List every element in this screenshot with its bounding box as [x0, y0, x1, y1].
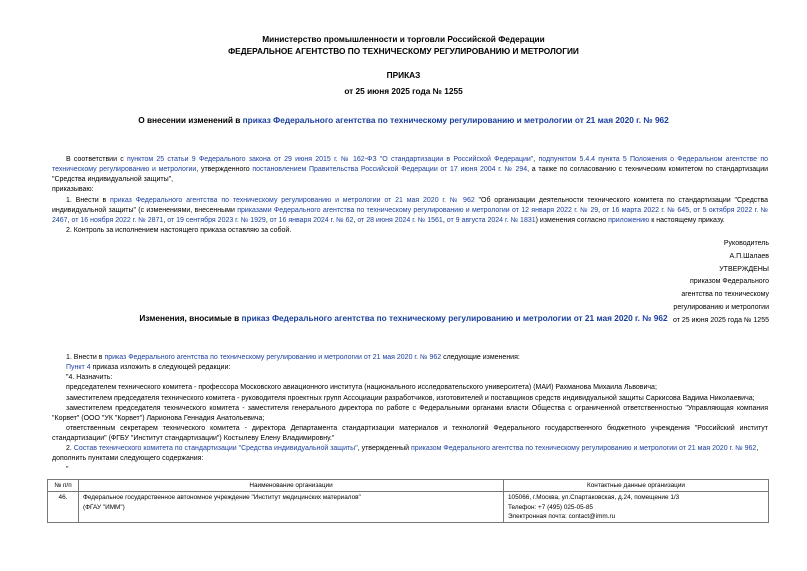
item1-amend-link-5[interactable]: от 19 сентября 2023 г. № 1929 — [167, 216, 266, 224]
deputy1-text: заместителем председателя технического комитета - руководителя проектных групп Ассоциации разработчиков, изготовителей и поставщиков средств индивидуальной защиты Саркисова Вадима Николаевича; — [66, 394, 755, 402]
appendix-link[interactable]: приложению — [608, 216, 650, 224]
col-contacts: Контактные данные организации — [504, 480, 769, 492]
approved-label: УТВЕРЖДЕНЫ — [719, 265, 769, 273]
col-number: № п/п — [48, 480, 79, 492]
doc-date-number: от 25 июня 2025 года № 1255 — [344, 86, 463, 96]
organizations-table — [47, 479, 769, 523]
law-link[interactable]: пунктом 25 статьи 9 Федерального закона от 29 июня 2015 г. № 162-ФЗ "О стандартизации в Российской Федерации" — [127, 156, 534, 163]
secretary-text: ответственным секретарем технического комитета - директора Департамента стандартизации материалов и технологий Федерального государственного бюджетного учреждения "Российский институт стандартизации" (ФГБУ "Институт стандартизации") Костылеву Елену Владимировну." — [52, 424, 768, 443]
changes-title: Изменения, вносимые в приказ Федерального агентства по техническому регулированию и метрологии от 21 мая 2020 г. № 962 — [139, 313, 668, 323]
item-2: 2. Контроль за исполнением настоящего приказа оставляю за собой. — [66, 226, 292, 234]
col-org-name: Наименование организации — [79, 480, 504, 492]
chair-text: председателем технического комитета - профессора Московского авиационного института (национального исследовательского университета) (МАИ) Рахманова Михаила Львовича; — [66, 384, 657, 392]
doc-title: О внесении изменений в приказ Федерального агентства по техническому регулированию и метрологии от 21 мая 2020 г. № 962 — [138, 115, 669, 125]
decree-link[interactable]: постановлением Правительства Российской Федерации от 17 июня 2004 г. № 294 — [252, 166, 528, 174]
item1-amend-link-8[interactable]: от 9 августа 2024 г. № 1831 — [446, 216, 536, 224]
ministry-name: Министерство промышленности и торговли Российской Федерации — [262, 34, 545, 44]
approved-date: от 25 июня 2025 года № 1255 — [673, 316, 769, 324]
composition-order-link[interactable]: приказом Федерального агентства по техническому регулированию и метрологии от 21 мая 2020 г. № 962 — [411, 445, 757, 453]
order-word: приказываю: — [52, 186, 94, 194]
item1-amend-link-2[interactable]: от 16 марта 2022 г. № 645 — [602, 206, 690, 214]
item-1: 1. Внести в приказ Федерального агентства по техническому регулированию и метрологии от 21 мая 2020 г. № 962 "Об организации деятельности технического комитета по стандартизации "Средства индивидуальной защиты" (с изменениями, внесенными приказами Федерального агентства по техническому регулированию и метрологии от 12 января 2022 г. № 29, от 16 марта 2022 г. № 645, от 5 октября 2022 г. № 2467, от 16 ноября 2022 г. № 2871, от 19 сентября 2023 г. № 1929, от 16 января 2024 г. № 62, от 28 июня 2024 г. № 1561, от 9 августа 2024 г. № 1831) изменения согласно приложению к настоящему приказу. — [52, 196, 769, 224]
regulation-link[interactable]: подпунктом 5.4.4 пункта 5 Положения о Федеральном агентстве по техническому регулированию и метрологии — [52, 156, 769, 174]
signer-name: А.П.Шалаев — [729, 252, 769, 260]
item1-order-link[interactable]: приказ Федерального агентства по техническому регулированию и метрологии от 21 мая 2020 г. № 962 — [110, 196, 475, 204]
table-row: 46. Федеральное государственное автономное учреждение "Институт медицинских материалов" (ФГАУ "ИММ") 105066, г.Москва, ул.Спартаковская, д.24, помещение 1/3 Телефон: +7 (495) 025-05-85 Электронная почта: contact@imm.ru — [48, 492, 769, 523]
composition-link[interactable]: Состав технического комитета по стандартизации "Средства индивидуальной защиты" — [73, 445, 358, 453]
changes-title-link[interactable]: приказ Федерального агентства по техническому регулированию и метрологии от 21 мая 2020 г. № 962 — [241, 313, 668, 323]
preamble: В соответствии с пунктом 25 статьи 9 Федерального закона от 29 июня 2015 г. № 162-ФЗ "О стандартизации в Российской Федерации", подпунктом 5.4.4 пункта 5 Положения о Федеральном агентстве по техническому регулированию и метрологии, утвержденного постановлением Правительства Российской Федерации от 17 июня 2004 г. № 294, а также по согласованию с техническим комитетом по стандартизации "Средства индивидуальной защиты", приказываю: 1. Внести в приказ Федерального агентства по техническому регулированию и метрологии от 21 мая 2020 г. № 962 "Об организации деятельности технического комитета по стандартизации "Средства индивидуальной защиты" (с изменениями, внесенными приказами Федерального агентства по техническому регулированию и метрологии от 12 января 2022 г. № 29, от 16 марта 2022 г. № 645, от 5 октября 2022 г. № 2467, от 16 ноября 2022 г. № 2871, от 19 сентября 2023 г. № 1929, от 16 января 2024 г. № 62, от 28 июня 2024 г. № 1561, от 9 августа 2024 г. № 1831) изменения согласно приложению к настоящему приказу. 2. Контроль за исполнением настоящего приказа оставляю за собой. — [52, 155, 768, 236]
item1-amend-link-7[interactable]: от 28 июня 2024 г. № 1561 — [357, 216, 443, 224]
signer-role: Руководитель — [723, 240, 769, 247]
point4-link[interactable]: Пункт 4 — [66, 364, 91, 372]
item1-amend-link-4[interactable]: от 16 ноября 2022 г. № 2871 — [71, 216, 164, 224]
doc-type: ПРИКАЗ — [386, 70, 421, 80]
changes-body: 1. Внести в приказ Федерального агентства по техническому регулированию и метрологии от 21 мая 2020 г. № 962 следующие изменения: Пункт 4 приказа изложить в следующей редакции: "4. Назначить: председателем технического комитета - профессора Московского авиационного института (национального исследовательского университета) (МАИ) Рахманова Михаила Львовича; заместителем председателя технического комитета - руководителя проектных групп Ассоциации разработчиков, изготовителей и поставщиков средств индивидуальной защиты Саркисова Вадима Николаевича; заместителем председателя технического комитета - заместителя генерального директора по работе с Федеральными органами власти Общества с ограниченной ответственностью "Управляющая компания "Корвет" (ООО "УК "Корвет") Ларионова Геннадия Анатольевича; ответственным секретарем технического комитета - директора Департамента стандартизации материалов и технологий Федерального государственного бюджетного учреждения "Российский институт стандартизации" (ФГБУ "Институт стандартизации") Костылеву Елену Владимировну." 2. Состав технического комитета по стандартизации "Средства индивидуальной защиты", утвержденный приказом Федерального агентства по техническому регулированию и метрологии от 21 мая 2020 г. № 962, дополнить пунктами следующего содержания: " — [52, 354, 768, 473]
item1-amend-link-3[interactable]: от 5 октября 2022 г. № 2467 — [52, 206, 769, 224]
item1-amend-link-6[interactable]: от 16 января 2024 г. № 62 — [269, 216, 354, 224]
deputy2-text: заместителем председателя технического комитета - заместителя генерального директора по работе с Федеральными органами власти Общества с ограниченной ответственностью "Управляющая компания "Корвет" (ООО "УК "Корвет") Ларионова Геннадия Анатольевича; — [52, 404, 768, 422]
agency-name: ФЕДЕРАЛЬНОЕ АГЕНТСТВО ПО ТЕХНИЧЕСКОМУ РЕГУЛИРОВАНИЮ И МЕТРОЛОГИИ — [228, 46, 579, 56]
item1-amend-link-1[interactable]: приказами Федерального агентства по техническому регулированию и метрологии от 12 января 2022 г. № 29 — [237, 206, 599, 214]
title-link[interactable]: приказ Федерального агентства по техническому регулированию и метрологии от 21 мая 2020 г. № 962 — [242, 115, 669, 125]
changes-order-link[interactable]: приказ Федерального агентства по техническому регулированию и метрологии от 21 мая 2020 г. № 962 — [104, 354, 442, 361]
signature-block: Руководитель А.П.Шалаев УТВЕРЖДЕНЫ приказом Федерального агентства по техническому регулированию и метрологии от 25 июня 2025 года № 1255 — [673, 238, 769, 328]
